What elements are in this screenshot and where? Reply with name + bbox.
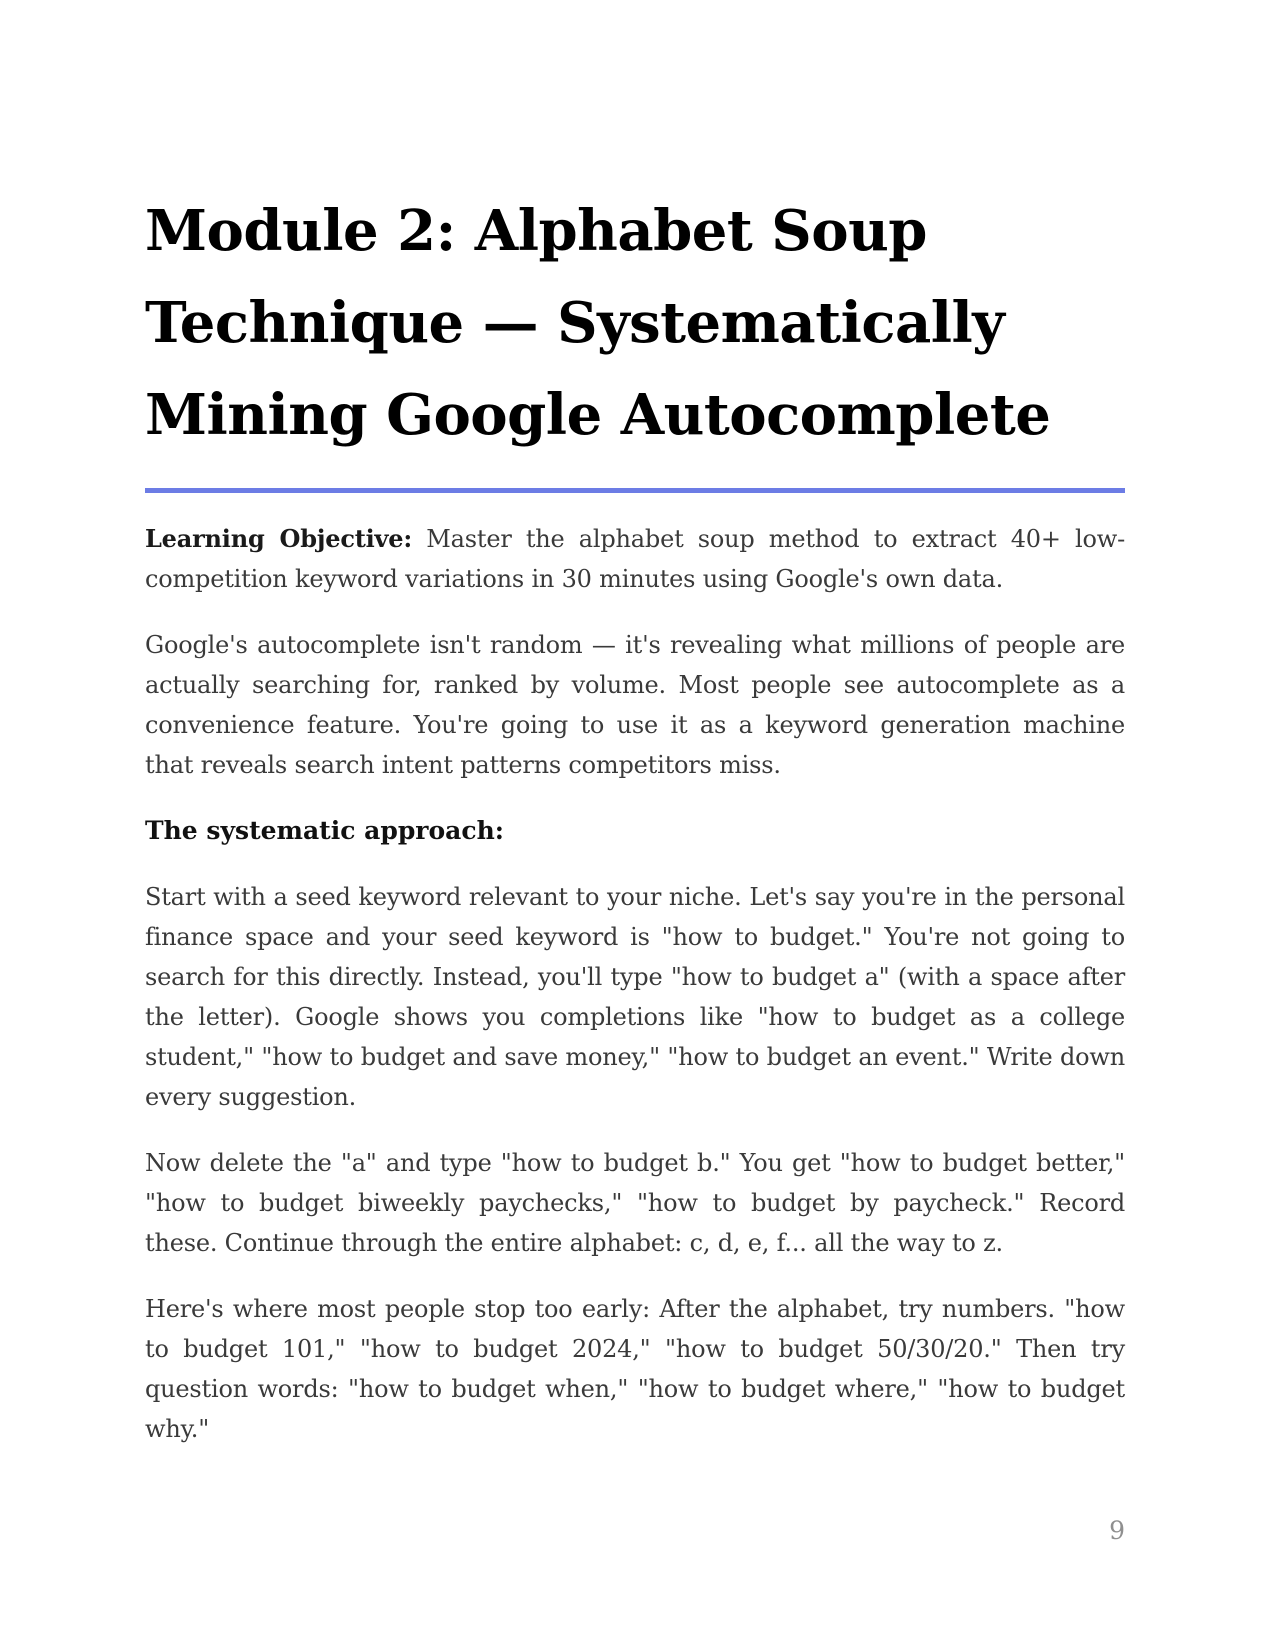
paragraph-autocomplete: Google's autocomplete isn't random — it's revealing what millions of people are actually searching for, ranked by volume. Most people see autocomplete as a convenience feature. You're going to use it as a keyword generation machine that reveals search intent patterns competitors miss. <box>145 631 1125 779</box>
document-title <box>145 185 1125 461</box>
section-heading-systematic-approach: The systematic approach: <box>145 816 504 845</box>
learning-objective-paragraph <box>145 519 1125 599</box>
title-line-3: Mining Google Autocomplete <box>145 382 1051 448</box>
learning-objective-text: Master the alphabet soup method to extract 40+ low-competition keyword variations in 30 minutes using Google's own data. <box>145 525 1125 593</box>
paragraph-numbers-questions: Here's where most people stop too early: After the alphabet, try numbers. "how to budget 101," "how to budget 2024," "how to budget 50/30/20." Then try question words: "how to budget when," "how to budget where," "how to budget why." <box>145 1295 1125 1443</box>
page-number: 9 <box>1109 1516 1125 1545</box>
paragraph-seed-keyword: Start with a seed keyword relevant to your niche. Let's say you're in the personal finance space and your seed keyword is "how to budget." You're not going to search for this directly. Instead, you'll type "how to budget a" (with a space after the letter). Google shows you completions like "how to budget as a college student," "how to budget and save money," "how to budget an event." Write down every suggestion. <box>145 883 1125 1111</box>
paragraph-alphabet-continue: Now delete the "a" and type "how to budget b." You get "how to budget better," "how to budget biweekly paychecks," "how to budget by paycheck." Record these. Continue through the entire alphabet: c, d, e, f... all the way to z. <box>145 1149 1125 1257</box>
learning-objective-label: Learning Objective: <box>145 524 413 553</box>
title-line-2: Technique — Systematically <box>145 290 1005 356</box>
title-divider <box>145 488 1125 493</box>
title-line-1: Module 2: Alphabet Soup <box>145 198 927 264</box>
